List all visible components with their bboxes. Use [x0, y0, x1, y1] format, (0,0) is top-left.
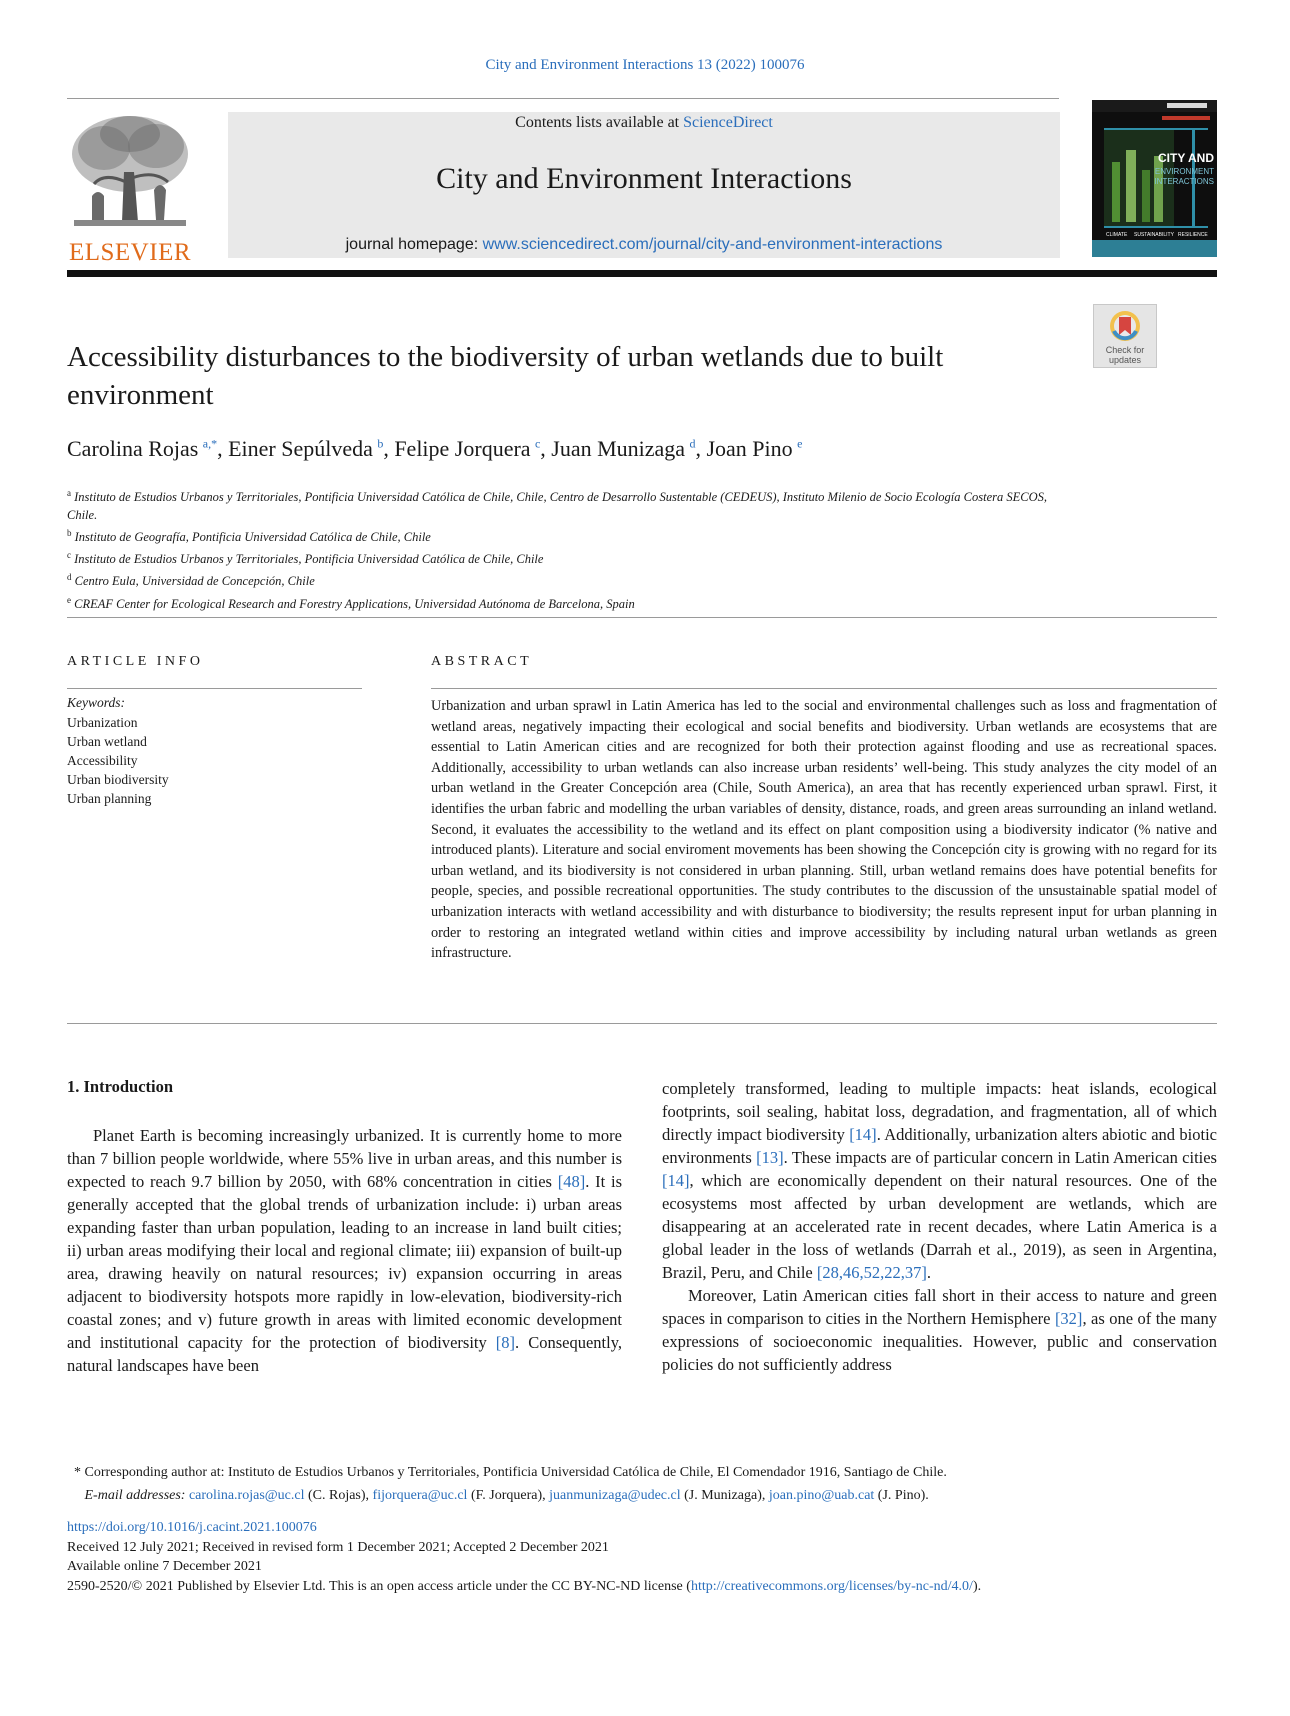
contents-line	[228, 114, 1060, 132]
elsevier-logo[interactable]	[64, 112, 196, 266]
abstract-rule	[431, 688, 1217, 689]
affiliation-item	[67, 546, 1067, 568]
article-title: Accessibility disturbances to the biodiversity of urban wetlands due to built environment	[67, 341, 944, 411]
body-column-right	[662, 1077, 1217, 1376]
journal-cover[interactable]	[1092, 100, 1217, 257]
body-text: Planet Earth is becoming increasingly urbanized. It is currently home to more than 7 billion people worldwide, where 55% live in urban areas, and this number is expected to reach 9.7 billion by 2050, with 68% concentration in cities	[67, 1126, 622, 1191]
body-text: Moreover, Latin American cities fall short in their access to nature and green spaces in comparison to cities in the Northern Hemisphere	[662, 1286, 1217, 1328]
body-text: . It is generally accepted that the global trends of urbanization include: i) urban areas expanding faster than urban population, leading to an increase in land built cities; ii) urban areas modifying their local and regional climate; iii) expansion of built-up area, drawing heavily on natural resources; iv) expansion occurring in areas adjacent to biodiversity hotspots more rapidly in low-elevation, biodiversity-rich coastal zones; and v) future growth in areas with limited economic development and institutional capacity for the protection of biodiversity	[67, 1172, 622, 1352]
journal-cover-art	[1092, 100, 1217, 257]
license-line	[67, 1577, 1217, 1597]
abstract-heading: ABSTRACT	[431, 654, 533, 669]
homepage-prefix: journal homepage:	[345, 236, 483, 253]
citation-link[interactable]: [8]	[495, 1333, 516, 1352]
publisher-wordmark: ELSEVIER	[68, 239, 192, 266]
sciencedirect-link[interactable]: ScienceDirect	[683, 114, 773, 131]
crossmark-line1: Check for	[1105, 345, 1145, 355]
contents-prefix: Contents lists available at	[515, 114, 684, 131]
body-paragraph	[67, 1124, 622, 1377]
keyword-list	[67, 713, 169, 808]
email-link[interactable]: fijorquera@uc.cl	[372, 1488, 468, 1503]
affiliation-text: Instituto de Geografía, Pontificia Universidad Católica de Chile, Chile	[74, 530, 431, 545]
corresponding-author-note: * Corresponding author at: Instituto de Estudios Urbanos y Territoriales, Pontificia Universidad Católica de Chile, El Comendador 1916, Santiago de Chile.	[67, 1465, 947, 1480]
elsevier-tree-icon	[64, 112, 196, 230]
affiliation-item	[67, 568, 1067, 590]
author-name[interactable]: Einer Sepúlveda	[228, 436, 373, 461]
body-text: . Consequently, natural landscapes have been	[67, 1333, 623, 1375]
email-label: E-mail addresses:	[84, 1488, 186, 1503]
author-affil-marker[interactable]: a,*	[202, 436, 218, 451]
section-divider	[67, 617, 1217, 618]
affiliation-marker: d	[67, 572, 72, 583]
license-link[interactable]: http://creativecommons.org/licenses/by-nc-nd/4.0/	[690, 1578, 973, 1594]
author-list: Carolina Rojas $^{a,*}$, Einer Sepúlveda $^b$, Felipe Jorquera $^c$, Juan Munizaga $^d$, Joan Pino $^e$	[67, 436, 803, 461]
body-text: , as one of the many expressions of socioeconomic inequalities. However, public and conservation policies do not sufficiently address	[662, 1309, 1217, 1374]
header-divider	[67, 270, 1217, 277]
license-text-end: ).	[972, 1578, 982, 1594]
citation-link[interactable]: [14]	[662, 1171, 690, 1190]
homepage-link[interactable]: www.sciencedirect.com/journal/city-and-environment-interactions	[482, 236, 943, 253]
homepage-line	[228, 236, 1060, 254]
author-affil-marker[interactable]: d	[689, 436, 696, 451]
body-column-left	[67, 1124, 622, 1377]
author-name[interactable]: Carolina Rojas	[67, 436, 199, 461]
citation-link[interactable]: [14]	[849, 1125, 877, 1144]
cover-word-sustainability: SUSTAINABILITY	[1134, 232, 1174, 238]
cover-title-line2: ENVIRONMENT	[1154, 167, 1214, 176]
keyword-item: Accessibility	[67, 753, 138, 768]
email-owner: (J. Munizaga),	[684, 1488, 766, 1503]
keyword-item: Urban biodiversity	[67, 772, 169, 787]
email-link[interactable]: joan.pino@uab.cat	[768, 1488, 875, 1503]
doi-link[interactable]: https://doi.org/10.1016/j.cacint.2021.100076	[67, 1520, 317, 1535]
author-name[interactable]: Joan Pino	[706, 436, 793, 461]
email-owner: (C. Rojas),	[307, 1488, 370, 1503]
body-text: . Additionally, urbanization alters abiotic and biotic environments	[662, 1125, 1217, 1167]
journal-banner	[228, 112, 1060, 258]
section-divider	[67, 1023, 1217, 1024]
body-text: .	[926, 1263, 932, 1282]
top-divider	[67, 98, 1059, 99]
email-link[interactable]: juanmunizaga@udec.cl	[549, 1488, 681, 1503]
cover-title-line1: CITY AND	[1157, 151, 1214, 165]
article-info-heading: ARTICLE INFO	[67, 654, 204, 669]
body-paragraph	[662, 1077, 1217, 1284]
check-for-updates-badge[interactable]	[1093, 304, 1157, 368]
journal-title: City and Environment Interactions	[436, 162, 852, 195]
crossmark-line2: updates	[1108, 355, 1142, 365]
crossmark-icon	[1108, 309, 1142, 343]
received-dates: Received 12 July 2021; Received in revised form 1 December 2021; Accepted 2 December 2021	[67, 1539, 609, 1555]
affiliation-text: Instituto de Estudios Urbanos y Territoriales, Pontificia Universidad Católica de Chile, Chile, Centro de Desarrollo Sustentable (CEDEUS), Instituto Milenio de Socio Ecología Costera SECOS, Chile.	[67, 490, 1047, 523]
journal-reference[interactable]: City and Environment Interactions 13 (2022) 100076	[485, 57, 805, 73]
author-name[interactable]: Juan Munizaga	[551, 436, 686, 461]
affiliation-text: Centro Eula, Universidad de Concepción, Chile	[74, 574, 315, 589]
available-online-date: Available online 7 December 2021	[67, 1559, 262, 1574]
keyword-item: Urban wetland	[67, 734, 147, 749]
email-link[interactable]: carolina.rojas@uc.cl	[188, 1488, 305, 1503]
section-heading-introduction: 1. Introduction	[67, 1077, 174, 1096]
citation-link[interactable]: [13]	[756, 1148, 784, 1167]
affiliation-marker: a	[67, 488, 71, 498]
cover-title-line3: INTERACTIONS	[1154, 177, 1214, 186]
abstract-text: Urbanization and urban sprawl in Latin America has led to the social and environmental challenges such as loss and fragmentation of wetland areas, negatively impacting their ecological and social benefits and biodiversity. Urban wetlands are ecosystems that are essential to Latin American cities and are recognized for both their protection against flooding and use as recreational spaces. Additionally, accessibility to urban wetlands can also increase urban residents’ well-being. This study analyzes the city model of an urban wetland in the Greater Concepción area (Chile, South America), an area that has recently experienced urban sprawl. First, it identifies the urban fabric and modelling the urban variables of density, distance, roads, and green areas surrounding an inland wetland. Second, it evaluates the accessibility to the wetland and its effect on plant composition using a biodiversity indicator (% native and introduced plants). Literature and social enviroment movements has been showing the Concepción city is growing with no regard for its urban wetland, and its biodiversity is not considered in urban planning. Still, urban wetland remains does have potential benefits for people, species, and possible recreational opportunities. The study contributes to the discussion of the unsustainable spatial model of urbanization interacts with wetland accessibility and with disturbance to biodiversity; the results represent input for urban planning in order to restoring an integrated wetland within cities and improve accessibility by including natural urban wetlands as green infrastructure.	[431, 698, 1217, 962]
body-paragraph	[662, 1284, 1217, 1376]
email-owner: (F. Jorquera),	[470, 1488, 546, 1503]
body-text: completely transformed, leading to multiple impacts: heat islands, ecological footprints, soil sealing, habitat loss, degradation, and fragmentation, all of which directly impact biodiversity	[662, 1079, 1217, 1144]
article-meta	[67, 1518, 1217, 1596]
keywords-label: Keywords:	[67, 695, 125, 710]
body-text: , which are economically dependent on their natural resources. One of the ecosystems most affected by urban development are wetlands, which are disappearing at an accelerated rate in recent decades, where Latin America is a global leader in the loss of wetlands (Darrah et al., 2019), as seen in Argentina, Brazil, Peru, and Chile	[662, 1171, 1217, 1282]
corresponding-author-text: Corresponding author at: Instituto de Estudios Urbanos y Territoriales, Pontificia Universidad Católica de Chile, El Comendador 1916, Santiago de Chile.	[84, 1465, 947, 1480]
citation-link[interactable]: [28,46,52,22,37]	[816, 1263, 927, 1282]
affiliation-marker: b	[67, 528, 72, 539]
affiliation-marker: e	[67, 594, 71, 605]
citation-link[interactable]: [48]	[557, 1172, 586, 1191]
citation-link[interactable]: [32]	[1054, 1309, 1083, 1328]
body-text: . These impacts are of particular concern in Latin American cities	[783, 1148, 1217, 1167]
footnote	[67, 1461, 1217, 1507]
affiliation-marker: c	[67, 550, 71, 561]
cover-word-resilience: RESILIENCE	[1178, 232, 1208, 238]
email-owner: (J. Pino).	[877, 1488, 929, 1503]
cover-word-climate: CLIMATE	[1106, 232, 1128, 238]
affiliation-item	[67, 591, 1067, 613]
article-info-rule	[67, 688, 362, 689]
author-affil-marker[interactable]: c	[534, 436, 541, 451]
keyword-item: Urban planning	[67, 791, 152, 806]
author-affil-marker[interactable]: e	[797, 436, 803, 451]
license-text: 2590-2520/© 2021 Published by Elsevier Ltd. This is an open access article under the CC BY-NC-ND license (	[67, 1578, 691, 1594]
author-name[interactable]: Felipe Jorquera	[394, 436, 531, 461]
email-line	[67, 1484, 1217, 1507]
affiliation-item	[67, 524, 1067, 546]
affiliation-list	[67, 484, 1067, 613]
author-affil-marker[interactable]: b	[377, 436, 384, 451]
affiliation-item	[67, 484, 1067, 524]
affiliation-text: CREAF Center for Ecological Research and Forestry Applications, Universidad Autónoma de Barcelona, Spain	[74, 596, 635, 611]
affiliation-text: Instituto de Estudios Urbanos y Territoriales, Pontificia Universidad Católica de Chile, Chile	[74, 552, 544, 567]
keyword-item: Urbanization	[67, 715, 138, 730]
